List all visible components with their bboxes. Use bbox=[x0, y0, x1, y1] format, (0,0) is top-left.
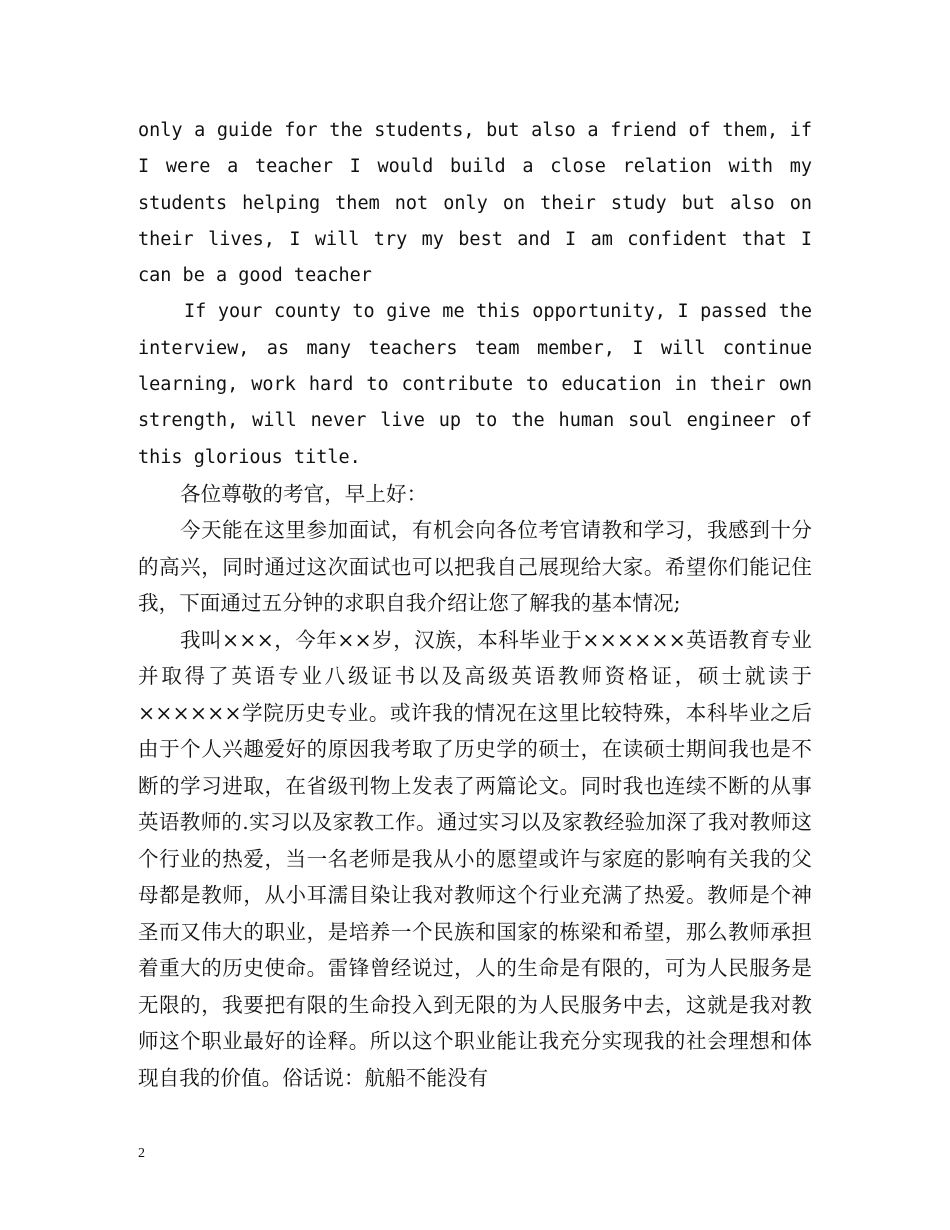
paragraph-greeting: 各位尊敬的考官，早上好： bbox=[180, 481, 428, 506]
paragraph-intro: 今天能在这里参加面试，有机会向各位考官请教和学习，我感到十分的高兴，同时通过这次面试也可以把我自己展现给大家。希望你们能记住我，下面通过五分钟的求职自我介绍让您了解我的基本情况; bbox=[138, 518, 812, 616]
paragraph-body: 我叫×××，今年××岁，汉族，本科毕业于××××××英语教育专业并取得了英语专业八级证书以及高级英语教师资格证，硕士就读于××××××学院历史专业。或许我的情况在这里比较特殊，本科毕业之后由于个人兴趣爱好的原因我考取了历史学的硕士，在读硕士期间我也是不断的学习进取，在省级刊物上发表了两篇论文。同时我也连续不断的从事英语教师的.实习以及家教工作。通过实习以及家教经验加深了我对教师这个行业的热爱，当一名老师是我从小的愿望或许与家庭的影响有关我的父母都是教师，从小耳濡目染让我对教师这个行业充满了热爱。教师是个神圣而又伟大的职业，是培养一个民族和国家的栋梁和希望，那么教师承担着重大的历史使命。雷锋曾经说过，人的生命是有限的，可为人民服务是无限的，我要把有限的生命投入到无限的为人民服务中去，这就是我对教师这个职业最好的诠释。所以这个职业能让我充分实现我的社会理想和体现自我的价值。俗话说：航船不能没有 bbox=[138, 627, 812, 1090]
paragraph-en-1: only a guide for the students, but also a friend of them, if I were a teacher I would build a close relation with my students helping them not only on their study but also on their lives, I will try my best and I am confident that I can be a good teacher bbox=[138, 120, 812, 287]
paragraph-en-2: If your county to give me this opportunity, I passed the interview, as many teachers team member, I will continue learning, work hard to contribute to education in their own strength, will never live up to the human soul engineer of this glorious title. bbox=[138, 301, 812, 468]
page-content bbox=[138, 113, 812, 1096]
page-number: 2 bbox=[138, 1146, 145, 1161]
